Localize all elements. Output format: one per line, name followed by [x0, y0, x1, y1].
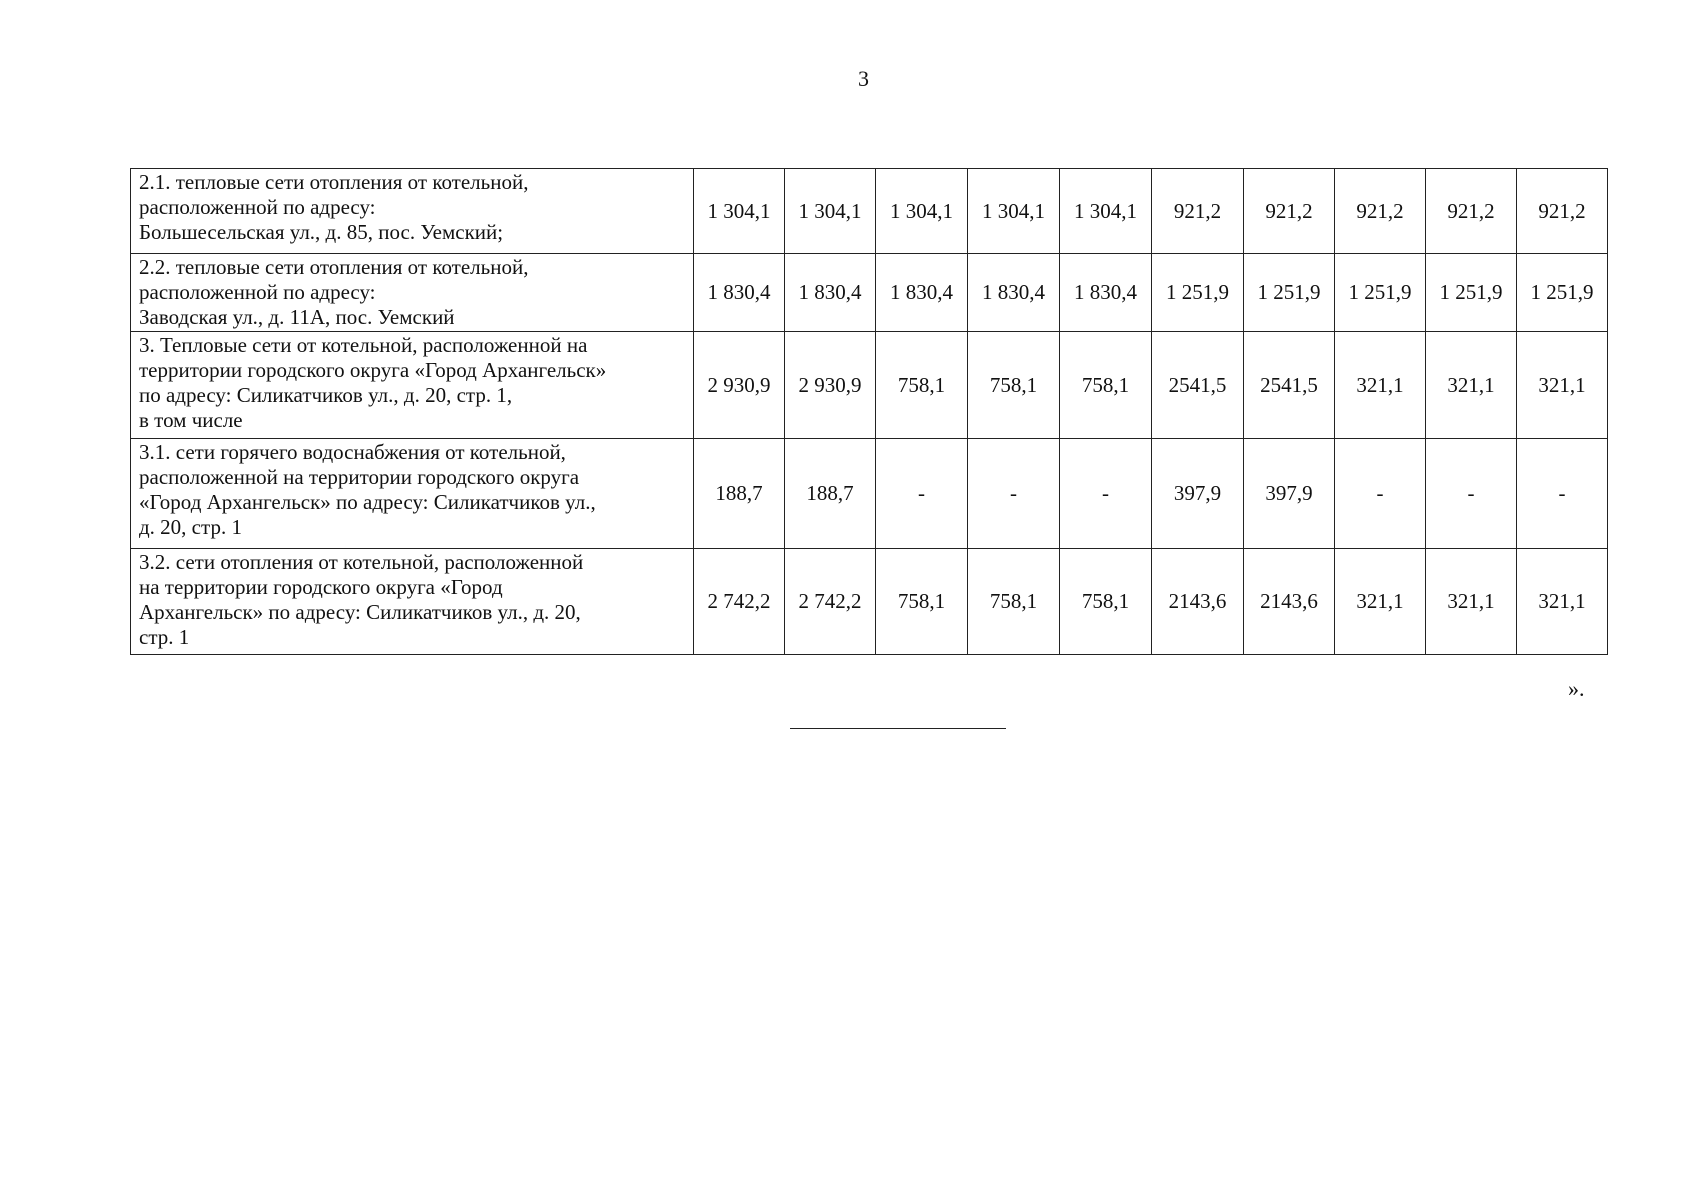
- description-line: Архангельск» по адресу: Силикатчиков ул., д. 20,: [139, 600, 581, 624]
- value-cell: 921,2: [1517, 169, 1608, 254]
- description-line: территории городского округа «Город Архангельск»: [139, 358, 607, 382]
- row-description: [131, 549, 694, 655]
- value-cell: -: [1335, 439, 1426, 549]
- value-cell: 1 830,4: [785, 254, 876, 332]
- table-body: [131, 169, 1608, 655]
- description-line: расположенной по адресу:: [139, 195, 376, 219]
- value-cell: 758,1: [876, 549, 968, 655]
- value-cell: 1 304,1: [694, 169, 785, 254]
- value-cell: 1 830,4: [1060, 254, 1152, 332]
- value-cell: 321,1: [1426, 549, 1517, 655]
- value-cell: 2143,6: [1152, 549, 1244, 655]
- value-cell: 1 304,1: [876, 169, 968, 254]
- value-cell: 2541,5: [1152, 332, 1244, 439]
- value-cell: 1 304,1: [785, 169, 876, 254]
- value-cell: 1 830,4: [694, 254, 785, 332]
- description-line: Заводская ул., д. 11А, пос. Уемский: [139, 305, 455, 329]
- value-cell: 321,1: [1335, 549, 1426, 655]
- value-cell: 921,2: [1335, 169, 1426, 254]
- description-line: «Город Архангельск» по адресу: Силикатчиков ул.,: [139, 490, 596, 514]
- closing-quote: ».: [1568, 676, 1585, 701]
- row-description: [131, 439, 694, 549]
- value-cell: 2541,5: [1244, 332, 1335, 439]
- value-cell: 921,2: [1152, 169, 1244, 254]
- value-cell: -: [968, 439, 1060, 549]
- value-cell: 397,9: [1244, 439, 1335, 549]
- description-line: по адресу: Силикатчиков ул., д. 20, стр. 1,: [139, 383, 513, 407]
- value-cell: 758,1: [876, 332, 968, 439]
- description-line: стр. 1: [139, 625, 190, 649]
- value-cell: 2 930,9: [694, 332, 785, 439]
- value-cell: -: [1517, 439, 1608, 549]
- description-line: 2.1. тепловые сети отопления от котельной,: [139, 170, 529, 194]
- value-cell: 321,1: [1517, 549, 1608, 655]
- value-cell: 1 251,9: [1517, 254, 1608, 332]
- value-cell: 1 830,4: [968, 254, 1060, 332]
- description-line: 3. Тепловые сети от котельной, расположенной на: [139, 333, 588, 357]
- value-cell: 188,7: [785, 439, 876, 549]
- table-row: [131, 254, 1608, 332]
- value-cell: 921,2: [1426, 169, 1517, 254]
- value-cell: -: [1060, 439, 1152, 549]
- value-cell: -: [876, 439, 968, 549]
- value-cell: 321,1: [1426, 332, 1517, 439]
- value-cell: 1 251,9: [1244, 254, 1335, 332]
- table-row: [131, 332, 1608, 439]
- table-row: [131, 439, 1608, 549]
- table-row: [131, 169, 1608, 254]
- value-cell: 188,7: [694, 439, 785, 549]
- value-cell: 1 830,4: [876, 254, 968, 332]
- heat-network-table: [130, 168, 1608, 655]
- value-cell: 2 742,2: [694, 549, 785, 655]
- description-line: Большесельская ул., д. 85, пос. Уемский;: [139, 220, 504, 244]
- separator-line: [790, 728, 1006, 729]
- value-cell: -: [1426, 439, 1517, 549]
- description-line: 2.2. тепловые сети отопления от котельной,: [139, 255, 529, 279]
- row-description: [131, 169, 694, 254]
- table-row: [131, 549, 1608, 655]
- value-cell: 2 742,2: [785, 549, 876, 655]
- value-cell: 758,1: [1060, 549, 1152, 655]
- row-description: [131, 332, 694, 439]
- description-line: на территории городского округа «Город: [139, 575, 503, 599]
- value-cell: 397,9: [1152, 439, 1244, 549]
- description-line: расположенной на территории городского округа: [139, 465, 580, 489]
- description-line: 3.2. сети отопления от котельной, расположенной: [139, 550, 584, 574]
- description-line: 3.1. сети горячего водоснабжения от котельной,: [139, 440, 566, 464]
- value-cell: 1 304,1: [1060, 169, 1152, 254]
- value-cell: 321,1: [1335, 332, 1426, 439]
- value-cell: 758,1: [968, 549, 1060, 655]
- page-number: 3: [858, 66, 869, 91]
- description-line: в том числе: [139, 408, 243, 432]
- value-cell: 1 251,9: [1335, 254, 1426, 332]
- value-cell: 2143,6: [1244, 549, 1335, 655]
- value-cell: 758,1: [968, 332, 1060, 439]
- value-cell: 1 304,1: [968, 169, 1060, 254]
- value-cell: 321,1: [1517, 332, 1608, 439]
- value-cell: 1 251,9: [1426, 254, 1517, 332]
- value-cell: 1 251,9: [1152, 254, 1244, 332]
- description-line: расположенной по адресу:: [139, 280, 376, 304]
- value-cell: 921,2: [1244, 169, 1335, 254]
- description-line: д. 20, стр. 1: [139, 515, 242, 539]
- value-cell: 2 930,9: [785, 332, 876, 439]
- value-cell: 758,1: [1060, 332, 1152, 439]
- row-description: [131, 254, 694, 332]
